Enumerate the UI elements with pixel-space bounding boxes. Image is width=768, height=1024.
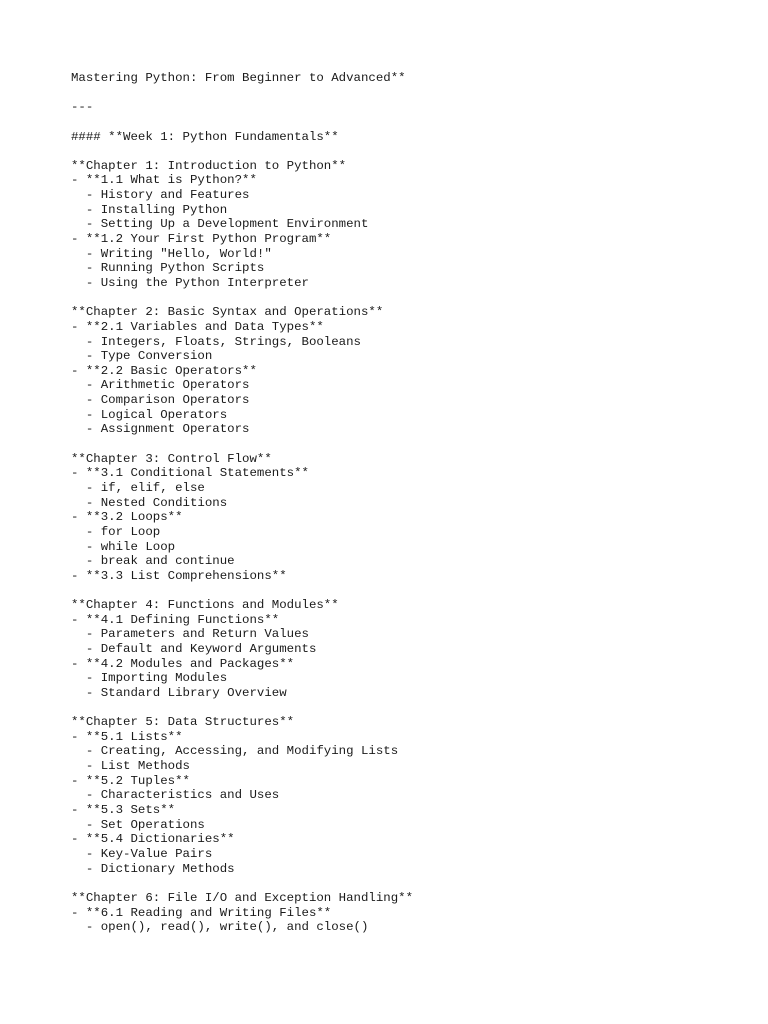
section-item: - **2.1 Variables and Data Types** <box>71 319 324 334</box>
blank-line <box>71 437 751 452</box>
section-item: - **5.4 Dictionaries** <box>71 832 235 847</box>
topic-item: - Integers, Floats, Strings, Booleans <box>71 334 361 349</box>
blank-line <box>71 144 751 159</box>
chapter-heading: **Chapter 4: Functions and Modules** <box>71 598 339 613</box>
chapter-heading: **Chapter 5: Data Structures** <box>71 715 295 730</box>
topic-item: - Dictionary Methods <box>71 861 235 876</box>
topic-item: - Set Operations <box>71 817 205 832</box>
blank-line <box>71 86 751 101</box>
divider-line: --- <box>71 100 94 115</box>
topic-item: - Creating, Accessing, and Modifying Lists <box>71 744 399 759</box>
topic-item: - if, elif, else <box>71 480 205 495</box>
topic-item: - Comparison Operators <box>71 393 250 408</box>
section-item: - **3.3 List Comprehensions** <box>71 568 287 583</box>
chapter-heading: **Chapter 6: File I/O and Exception Handling** <box>71 890 414 905</box>
section-item: - **5.1 Lists** <box>71 729 183 744</box>
topic-item: - Key-Value Pairs <box>71 846 213 861</box>
topic-item: - Installing Python <box>71 202 228 217</box>
section-item: - **5.3 Sets** <box>71 803 176 818</box>
section-item: - **4.2 Modules and Packages** <box>71 656 295 671</box>
week-heading: #### **Week 1: Python Fundamentals** <box>71 129 339 144</box>
blank-line <box>71 291 751 306</box>
topic-item: - open(), read(), write(), and close() <box>71 920 369 935</box>
chapter-heading: **Chapter 1: Introduction to Python** <box>71 158 347 173</box>
topic-item: - Logical Operators <box>71 407 228 422</box>
topic-item: - Writing "Hello, World!" <box>71 246 272 261</box>
topic-item: - Arithmetic Operators <box>71 378 250 393</box>
chapter-heading: **Chapter 3: Control Flow** <box>71 451 272 466</box>
topic-item: - Standard Library Overview <box>71 685 287 700</box>
blank-line <box>71 701 751 716</box>
topic-item: - Setting Up a Development Environment <box>71 217 369 232</box>
section-item: - **5.2 Tuples** <box>71 773 190 788</box>
section-item: - **3.2 Loops** <box>71 510 183 525</box>
topic-item: - Nested Conditions <box>71 495 228 510</box>
topic-item: - while Loop <box>71 539 176 554</box>
topic-item: - Type Conversion <box>71 349 213 364</box>
blank-line <box>71 583 751 598</box>
topic-item: - Default and Keyword Arguments <box>71 641 317 656</box>
topic-item: - Running Python Scripts <box>71 261 265 276</box>
topic-item: - Characteristics and Uses <box>71 788 280 803</box>
section-item: - **1.2 Your First Python Program** <box>71 232 332 247</box>
document-title: Mastering Python: From Beginner to Advanced** <box>71 71 406 85</box>
chapter-heading: **Chapter 2: Basic Syntax and Operations** <box>71 305 384 320</box>
blank-line <box>71 876 751 891</box>
document-body <box>71 71 751 935</box>
topic-item: - for Loop <box>71 524 161 539</box>
section-item: - **6.1 Reading and Writing Files** <box>71 905 332 920</box>
topic-item: - break and continue <box>71 554 235 569</box>
section-item: - **3.1 Conditional Statements** <box>71 466 309 481</box>
section-item: - **4.1 Defining Functions** <box>71 612 280 627</box>
topic-item: - History and Features <box>71 188 250 203</box>
blank-line <box>71 115 751 130</box>
topic-item: - Using the Python Interpreter <box>71 275 309 290</box>
section-item: - **1.1 What is Python?** <box>71 173 257 188</box>
topic-item: - Parameters and Return Values <box>71 627 309 642</box>
section-item: - **2.2 Basic Operators** <box>71 363 257 378</box>
topic-item: - Importing Modules <box>71 671 228 686</box>
topic-item: - Assignment Operators <box>71 422 250 437</box>
topic-item: - List Methods <box>71 759 190 774</box>
